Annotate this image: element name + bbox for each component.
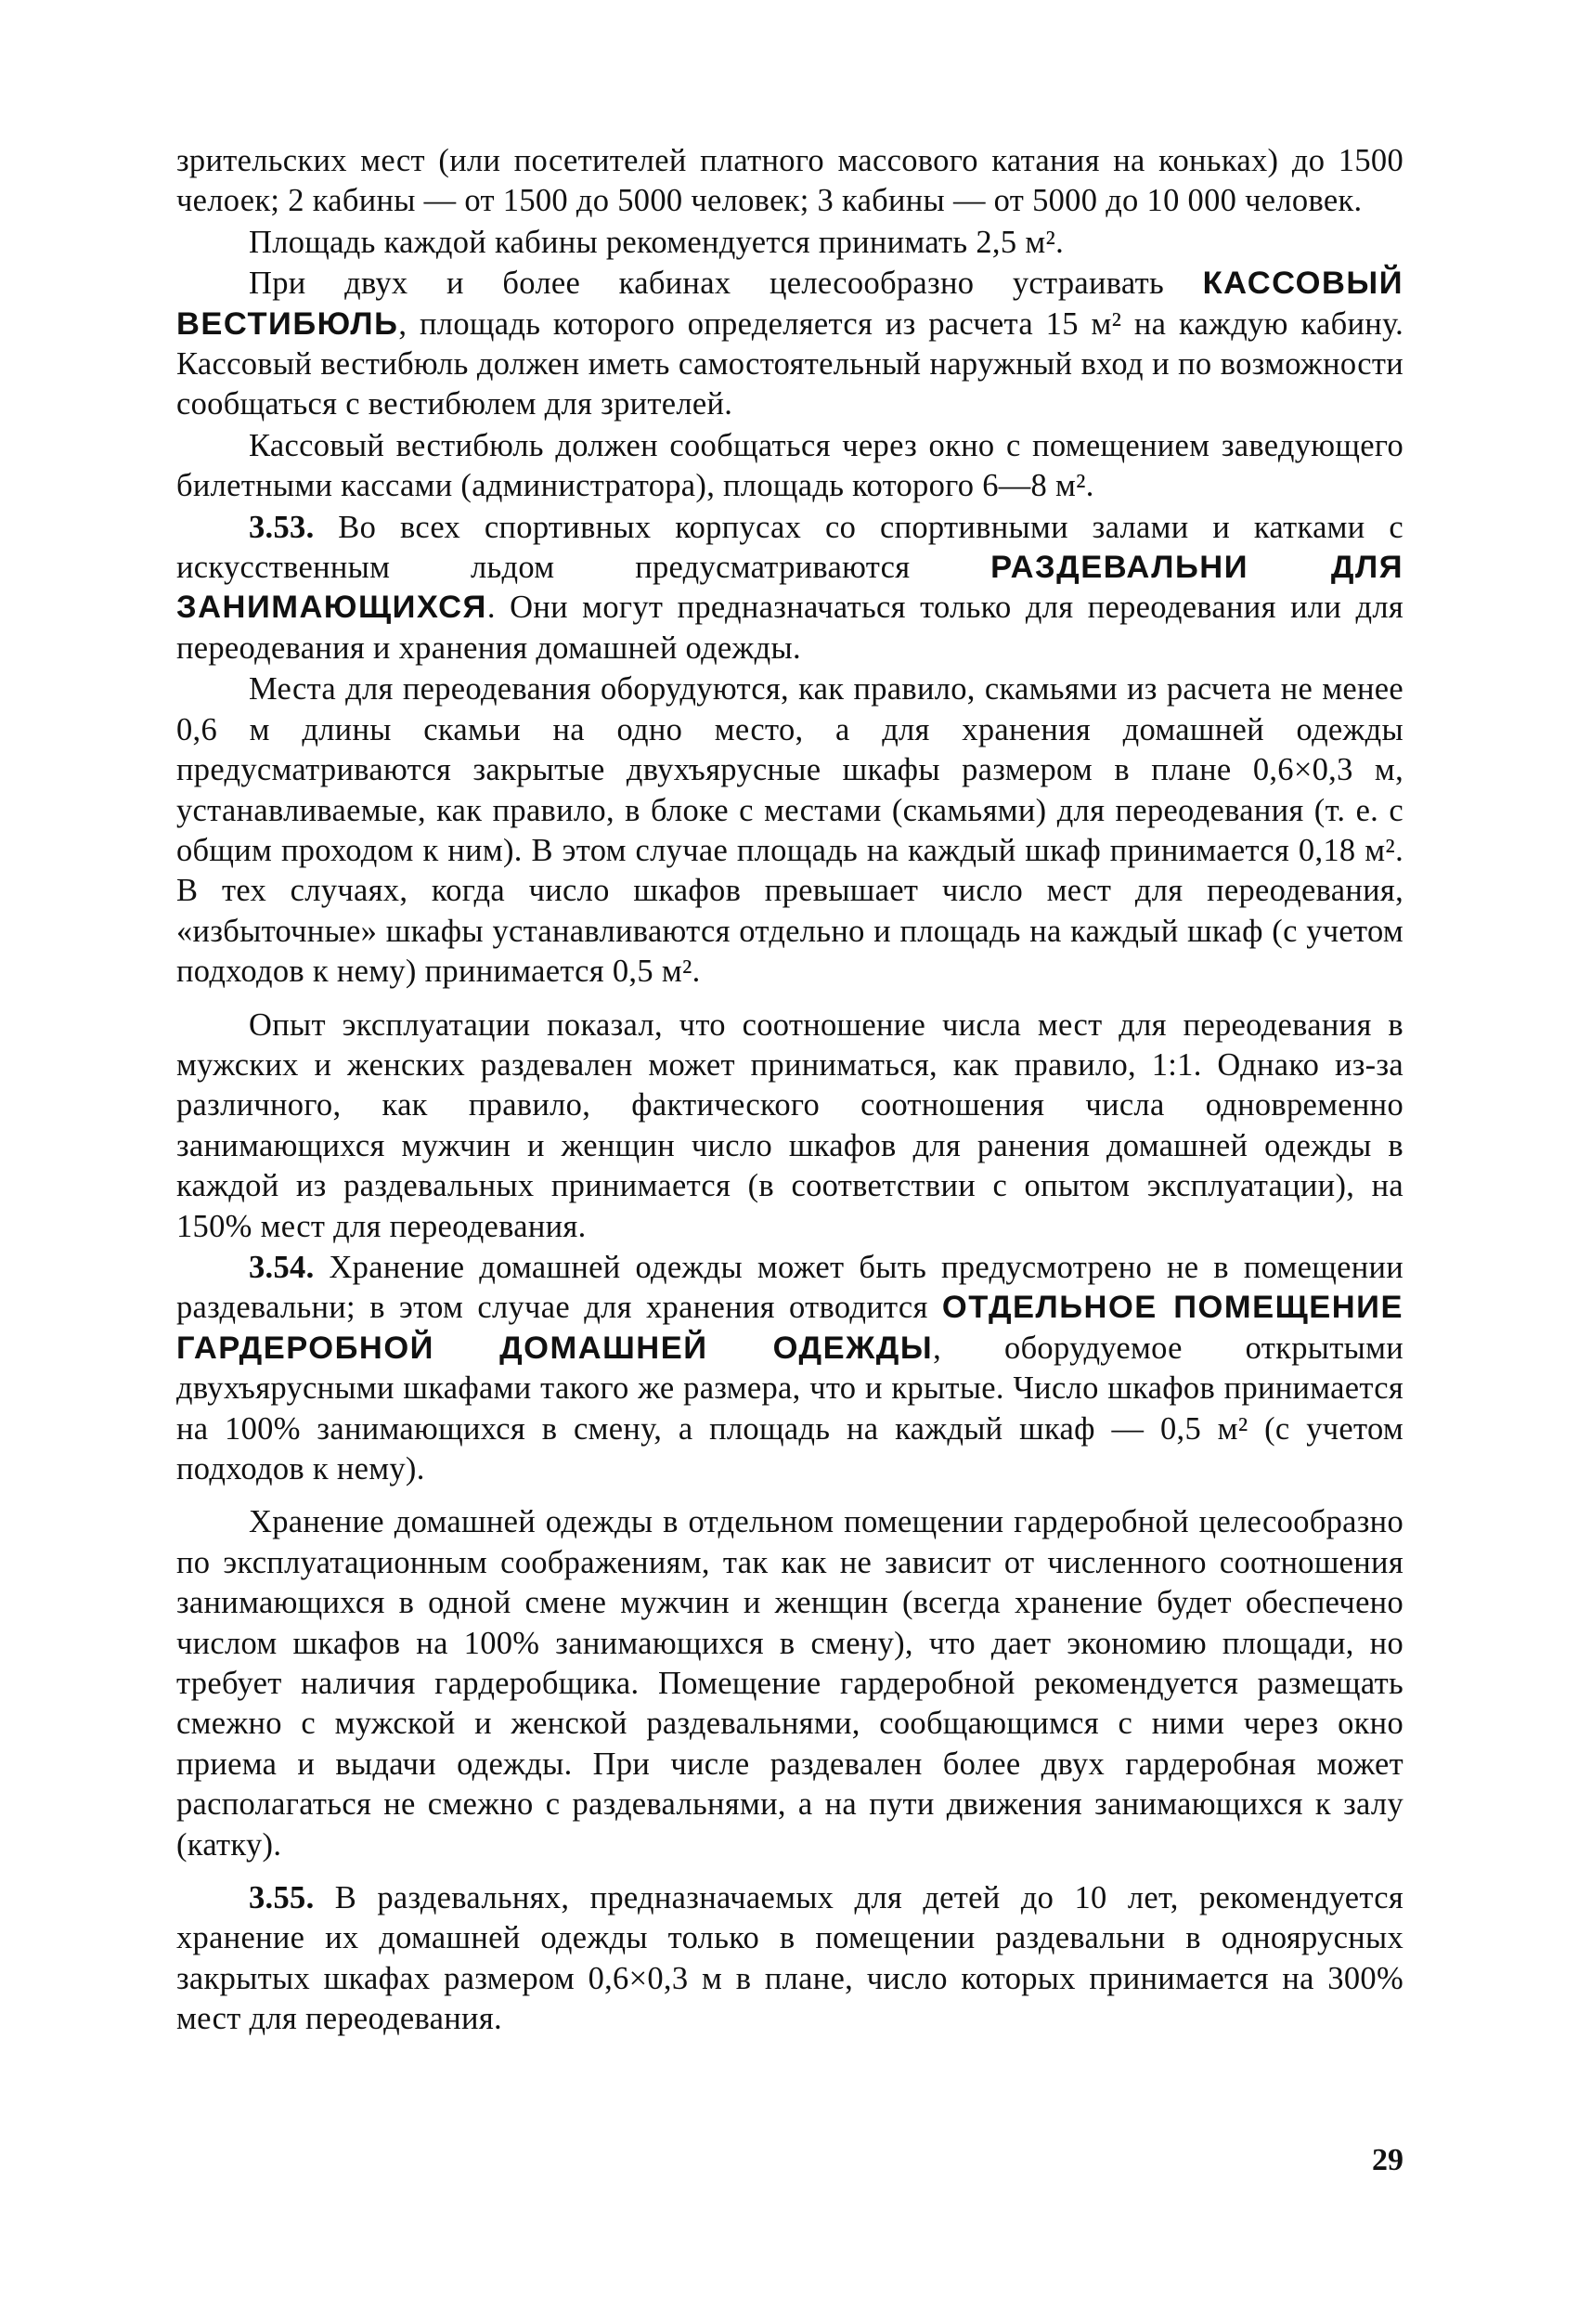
paragraph — [176, 508, 1403, 669]
paragraph — [176, 264, 1403, 425]
text-run: Хранение домашней одежды в отдельном помещении гардеробной целесообразно по эксплуатационным соображениям, так как не зависит от численного соотношения занимающихся в одной смене мужчин и женщин (всегда хранение будет обеспечено числом шкафов на 100% занимающихся в смену), что дает экономию площади, но требует наличия гардеробщика. Помещение гардеробной рекомендуется размещать смежно с мужской и женской раздевальнями, сообщающимся с ними через окно приема и выдачи одежды. При числе раздевален более двух гардеробная может располагаться не смежно с раздевальнями, а на пути движения занимающихся к залу (катку). — [176, 1504, 1403, 1863]
text-run: Хранение домашней одежды может быть предусмотрено не в помещении раздевальни; в этом случае для хранения отводится — [176, 1249, 1403, 1326]
emphasized-term: РАЗДЕВАЛЬНИ ДЛЯ ЗАНИМАЮЩИХСЯ — [176, 550, 1403, 626]
text-run: В раздевальнях, предназначаемых для детей до 10 лет, рекомендуется хранение их домашней одежды только в помещении раздевальни в одноярусных закрытых шкафах размером 0,6×0,3 м в плане, число которых принимается на 300% мест для переодевания. — [176, 1880, 1403, 2037]
paragraph — [176, 141, 1403, 222]
text-run: , площадь которого определяется из расчета 15 м² на каждую кабину. Кассовый вестибюль должен иметь самостоятельный наружный вход и по возможности сообщаться с вестибюлем для зрителей. — [176, 305, 1403, 422]
text-run: При двух и более кабинах целесообразно устраивать — [249, 266, 1203, 302]
text-run: Площадь каждой кабины рекомендуется принимать 2,5 м². — [249, 224, 1065, 260]
section-number: 3.55. — [249, 1880, 315, 1916]
section-number: 3.54. — [249, 1249, 315, 1285]
paragraph — [176, 223, 1403, 263]
emphasized-term: КАССОВЫЙ ВЕСТИБЮЛЬ — [176, 266, 1403, 342]
emphasized-term: ОТДЕЛЬНОЕ ПОМЕЩЕНИЕ ГАРДЕРОБНОЙ ДОМАШНЕЙ ОДЕЖДЫ — [176, 1290, 1403, 1366]
paragraph — [176, 426, 1403, 507]
body-text — [176, 141, 1403, 2041]
text-run: Во всех спортивных корпусах со спортивными залами и катками с искусственным льдом предусматриваются — [176, 509, 1403, 586]
text-run: Кассовый вестибюль должен сообщаться через окно с помещением заведующего билетными кассами (администратора), площадь которого 6—8 м². — [176, 427, 1403, 504]
paragraph — [176, 1502, 1403, 1865]
page-number: 29 — [1372, 2143, 1403, 2177]
text-run: Места для переодевания оборудуются, как правило, скамьями из расчета не менее 0,6 м длины скамьи на одно место, а для хранения домашней одежды предусматриваются закрытые двухъярусные шкафы размером в плане 0,6×0,3 м, устанавливаемые, как правило, в блоке с местами (скамьями) для переодевания (т. е. с общим проходом к ним). В этом случае площадь на каждый шкаф принимается 0,18 м². В тех случаях, когда число шкафов превышает число мест для переодевания, «избыточные» шкафы устанавливаются отдельно и площадь на каждый шкаф (с учетом подходов к нему) принимается 0,5 м². — [176, 671, 1403, 990]
text-run: зрительских мест (или посетителей платного массового катания на коньках) до 1500 челоек; 2 кабины — от 1500 до 5000 человек; 3 кабины — от 5000 до 10 000 человек. — [176, 143, 1403, 219]
paragraph — [176, 669, 1403, 992]
text-run: . Они могут предназначаться только для переодевания или для переодевания и хранения домашней одежды. — [176, 590, 1403, 666]
text-run: Опыт эксплуатации показал, что соотношение числа мест для переодевания в мужских и женских раздевален может приниматься, как правило, 1:1. Однако из-за различного, как правило, фактического соотношения числа одновременно занимающихся мужчин и женщин число шкафов для ранения домашней одежды в каждой из раздевальных принимается (в соответствии с опытом эксплуатации), на 150% мест для переодевания. — [176, 1006, 1403, 1244]
paragraph — [176, 1006, 1403, 1247]
paragraph — [176, 1878, 1403, 2040]
section-number: 3.53. — [249, 509, 315, 545]
text-run: , оборудуемое открытыми двухъярусными шкафами такого же размера, что и крытые. Число шкафов принимается на 100% занимающихся в смену, а площадь на каждый шкаф — 0,5 м² (с учетом подходов к нему). — [176, 1330, 1403, 1487]
paragraph — [176, 1248, 1403, 1489]
